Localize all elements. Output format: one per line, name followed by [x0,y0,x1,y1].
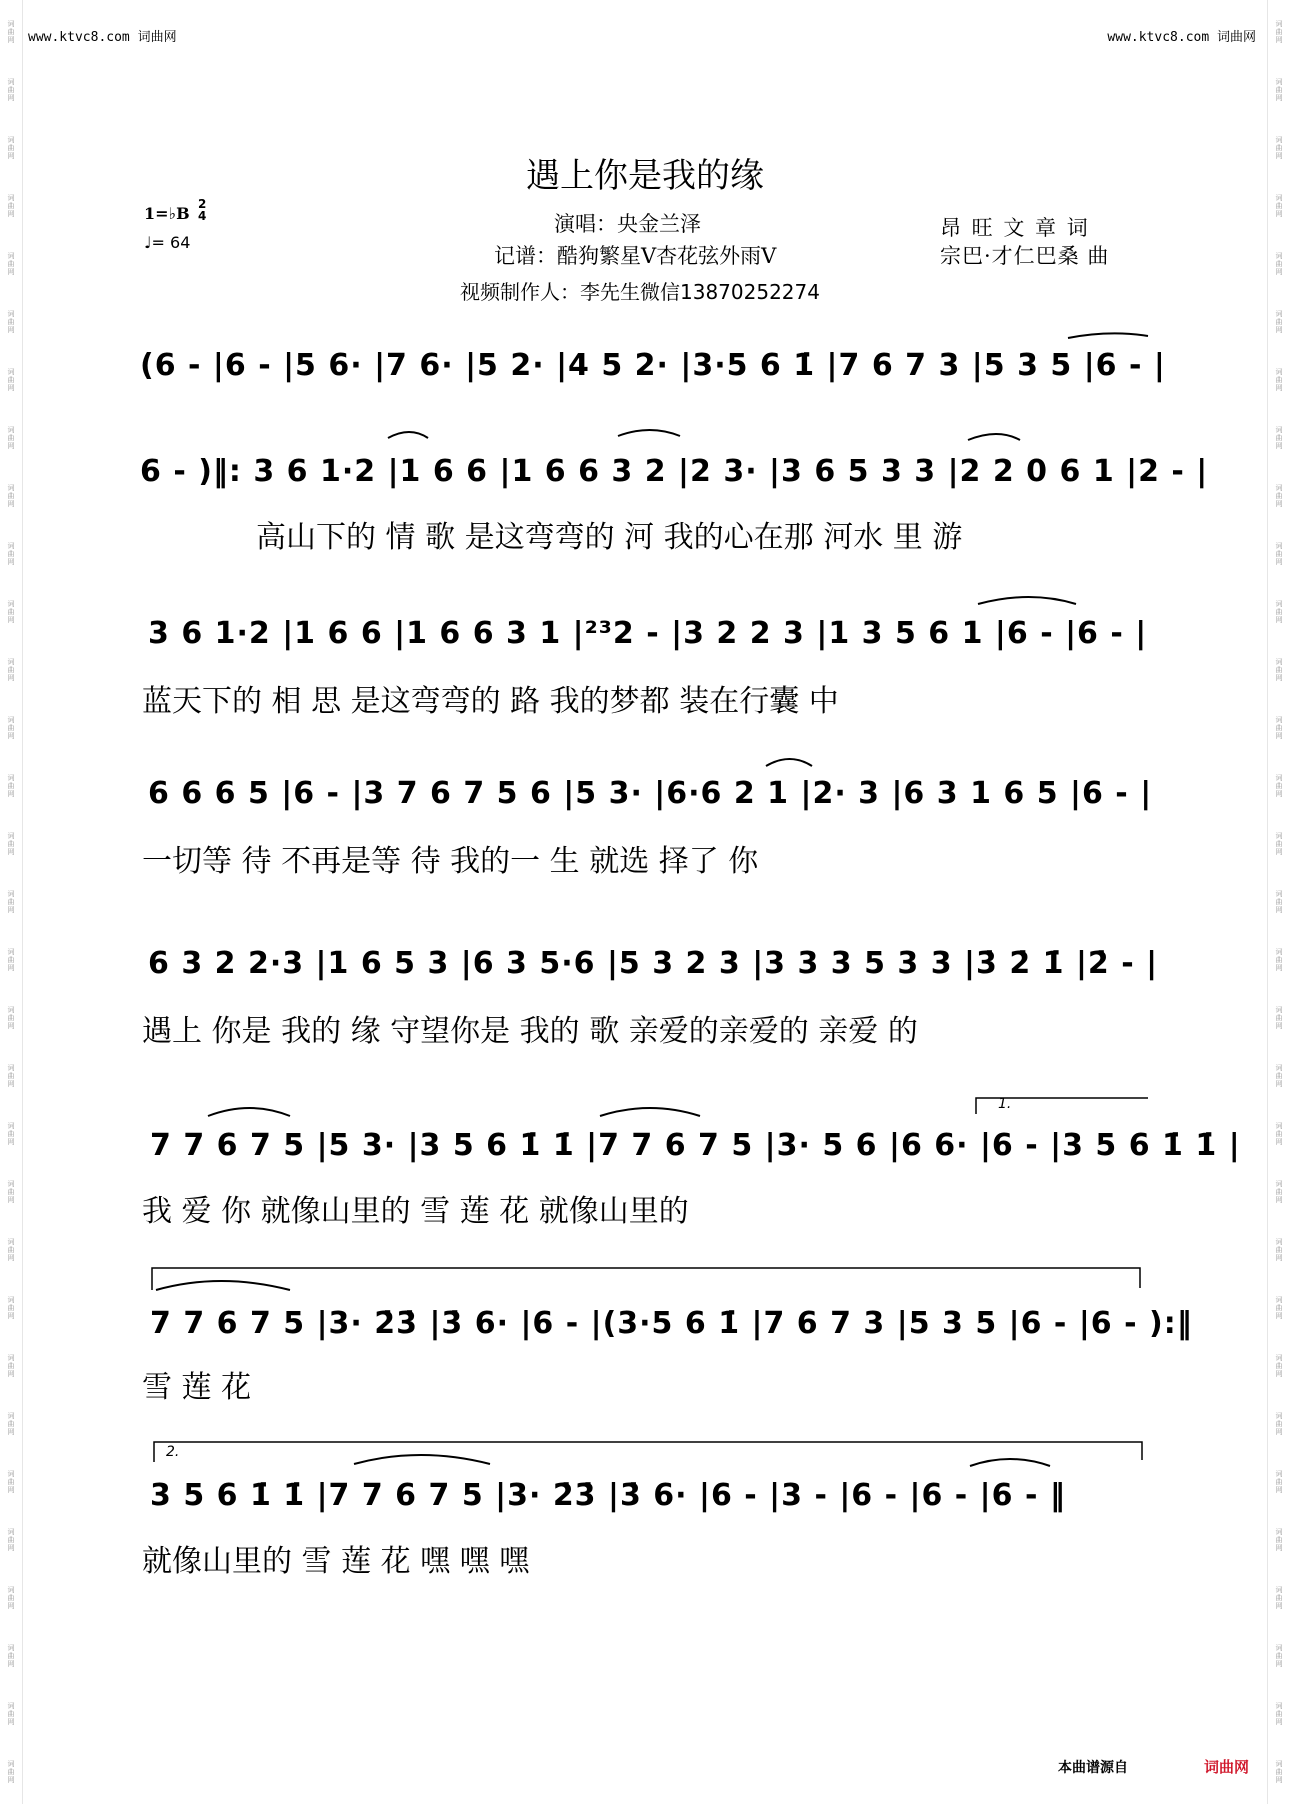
watermark-text: 词 曲 网 [1275,1702,1283,1726]
watermark-text: 词 曲 网 [7,1760,15,1784]
header-site-right[interactable]: www.ktvc8.com 词曲网 [1107,30,1256,45]
key-signature: 1=♭B [144,204,190,223]
slur-line-7 [156,1281,290,1290]
watermark-text: 词 曲 网 [7,20,15,44]
watermark-text: 词 曲 网 [1275,368,1283,392]
watermark-text: 词 曲 网 [7,1296,15,1320]
score-line-4-notes: 6 6 6 5 |6 - |3 7 6 7 5 6 |5 3· |6·6 2 1 |2· 3 |6 3 1 6 5 |6 - | [148,776,1153,811]
watermark-text: 词 曲 网 [1275,1644,1283,1668]
slur-line-4 [766,759,812,766]
watermark-text: 词 曲 网 [7,1586,15,1610]
watermark-text: 词 曲 网 [1275,1528,1283,1552]
watermark-text: 词 曲 网 [1275,774,1283,798]
watermark-text: 词 曲 网 [7,542,15,566]
watermark-text: 词 曲 网 [7,832,15,856]
score-line-2-notes: 6 - )‖: 3 6 1·2 |1 6 6 |1 6 6 3 2 |2 3· |3 6 5 3 3 |2 2 0 6 1 |2 - | [140,454,1209,489]
watermark-text: 词 曲 网 [7,1470,15,1494]
watermark-text: 词 曲 网 [1275,1238,1283,1262]
watermark-text: 词 曲 网 [7,1064,15,1088]
watermark-text: 词 曲 网 [7,136,15,160]
slur-line-6a [208,1108,290,1116]
watermark-text: 词 曲 网 [1275,1064,1283,1088]
watermark-text: 词 曲 网 [1275,948,1283,972]
watermark-text: 词 曲 网 [1275,1354,1283,1378]
watermark-text: 词 曲 网 [7,600,15,624]
watermark-text: 词 曲 网 [7,310,15,334]
watermark-text: 词 曲 网 [1275,252,1283,276]
watermark-text: 词 曲 网 [7,1122,15,1146]
watermark-text: 词 曲 网 [7,774,15,798]
watermark-text: 词 曲 网 [7,1354,15,1378]
watermark-text: 词 曲 网 [7,1528,15,1552]
slur-line-3 [978,597,1076,604]
time-signature: 2 4 [198,197,207,223]
score-line-4-lyrics: 一切等 待 不再是等 待 我的一 生 就选 择了 你 [142,844,759,879]
video-credit: 视频制作人：李先生微信13870252274 [460,280,820,304]
score-line-8-lyrics: 就像山里的 雪 莲 花 嘿 嘿 嘿 [142,1544,530,1579]
lyricist-credit: 昂 旺 文 章 词 [940,216,1090,240]
score-line-8-notes: 3 5 6 1̇ 1̇ |7 7 6 7 5 |3· 2̇3̇ |3̇ 6· |6 - |3 - |6 - |6 - |6 - ‖ [150,1478,1066,1513]
volta-1-label: 1. [998,1096,1012,1112]
watermark-text: 词 曲 网 [1275,1122,1283,1146]
score-line-3-notes: 3 6 1·2 |1 6 6 |1 6 6 3 1 |²³2 - |3 2 2 3 |1 3 5 6 1 |6 - |6 - | [148,616,1148,651]
composer-credit: 宗巴·才仁巴桑 曲 [940,244,1110,268]
singer-credit: 演唱：央金兰泽 [554,212,701,236]
watermark-text: 词 曲 网 [1275,20,1283,44]
footer-source-text: 本曲谱源自 [1058,1760,1128,1776]
volta-2-bracket [154,1442,1142,1462]
watermark-text: 词 曲 网 [7,890,15,914]
footer-logo[interactable]: 词曲网 [1204,1758,1250,1776]
volta-1-bracket-continued [152,1268,1140,1290]
score-line-5-notes: 6 3 2 2·3 |1 6 5 3 |6 3 5·6 |5 3 2 3 |3 3 3 5 3 3 |3̇ 2̇ 1̇ |2̇ - | [148,946,1159,981]
score-line-3-lyrics: 蓝天下的 相 思 是这弯弯的 路 我的梦都 装在行囊 中 [142,684,839,719]
watermark-text: 词 曲 网 [7,1644,15,1668]
watermark-text: 词 曲 网 [1275,426,1283,450]
slur-line-1 [1068,333,1148,338]
header-site-left[interactable]: www.ktvc8.com 词曲网 [28,30,177,45]
score-line-2-lyrics: 高山下的 情 歌 是这弯弯的 河 我的心在那 河水 里 游 [256,520,963,555]
watermark-text: 词 曲 网 [7,948,15,972]
watermark-text: 词 曲 网 [1275,78,1283,102]
tempo-marking: ♩= 64 [144,233,191,252]
score-line-5-lyrics: 遇上 你是 我的 缘 守望你是 我的 歌 亲爱的亲爱的 亲爱 的 [142,1014,918,1049]
watermark-text: 词 曲 网 [1275,1586,1283,1610]
volta-2-label: 2. [166,1444,180,1460]
watermark-text: 词 曲 网 [7,658,15,682]
watermark-text: 词 曲 网 [7,426,15,450]
watermark-text: 词 曲 网 [1275,1006,1283,1030]
score-line-1-notes: (6 - |6 - |5 6· |7 6· |5 2· |4 5 2· |3·5 6 1̇ |7 6 7 3 |5 3 5 |6 - | [140,348,1166,383]
watermark-text: 词 曲 网 [7,194,15,218]
watermark-text: 词 曲 网 [7,1238,15,1262]
watermark-text: 词 曲 网 [7,484,15,508]
transcriber-credit: 记谱：酷狗繁星V杏花弦外雨V [494,244,777,268]
score-line-7-notes: 7 7 6 7 5 |3· 2̇3̇ |3̇ 6· |6 - |(3·5 6 1̇ |7 6 7 3 |5 3 5 |6 - |6 - ):‖ [150,1306,1193,1341]
watermark-text: 词 曲 网 [1275,542,1283,566]
watermark-text: 词 曲 网 [7,368,15,392]
slur-line-2c [968,434,1020,440]
slur-line-6b [600,1108,700,1116]
song-title: 遇上你是我的缘 [526,156,764,196]
watermark-text: 词 曲 网 [1275,716,1283,740]
slur-line-8a [354,1455,490,1464]
watermark-text: 词 曲 网 [1275,1296,1283,1320]
watermark-text: 词 曲 网 [7,1180,15,1204]
watermark-text: 词 曲 网 [1275,1470,1283,1494]
watermark-text: 词 曲 网 [1275,600,1283,624]
watermark-text: 词 曲 网 [1275,484,1283,508]
watermark-text: 词 曲 网 [1275,310,1283,334]
watermark-text: 词 曲 网 [1275,1180,1283,1204]
watermark-text: 词 曲 网 [7,1702,15,1726]
watermark-text: 词 曲 网 [1275,194,1283,218]
slur-line-2a [388,432,428,438]
watermark-text: 词 曲 网 [1275,1412,1283,1436]
slur-line-8b [970,1459,1050,1466]
watermark-text: 词 曲 网 [1275,1760,1283,1784]
volta-1-bracket [976,1098,1148,1114]
watermark-text: 词 曲 网 [7,1412,15,1436]
watermark-text: 词 曲 网 [1275,658,1283,682]
watermark-text: 词 曲 网 [1275,890,1283,914]
score-line-6-notes: 7 7 6 7 5 |5 3· |3 5 6 1̇ 1̇ |7 7 6 7 5 |3· 5 6 |6 6· |6 - |3 5 6 1̇ 1̇ | [150,1128,1241,1163]
watermark-text: 词 曲 网 [7,78,15,102]
watermark-text: 词 曲 网 [7,1006,15,1030]
slur-line-2b [618,430,680,436]
watermark-text: 词 曲 网 [7,252,15,276]
watermark-text: 词 曲 网 [1275,832,1283,856]
watermark-text: 词 曲 网 [1275,136,1283,160]
watermark-text: 词 曲 网 [7,716,15,740]
score-line-7-lyrics: 雪 莲 花 [142,1370,252,1405]
score-line-6-lyrics: 我 爱 你 就像山里的 雪 莲 花 就像山里的 [142,1194,689,1229]
